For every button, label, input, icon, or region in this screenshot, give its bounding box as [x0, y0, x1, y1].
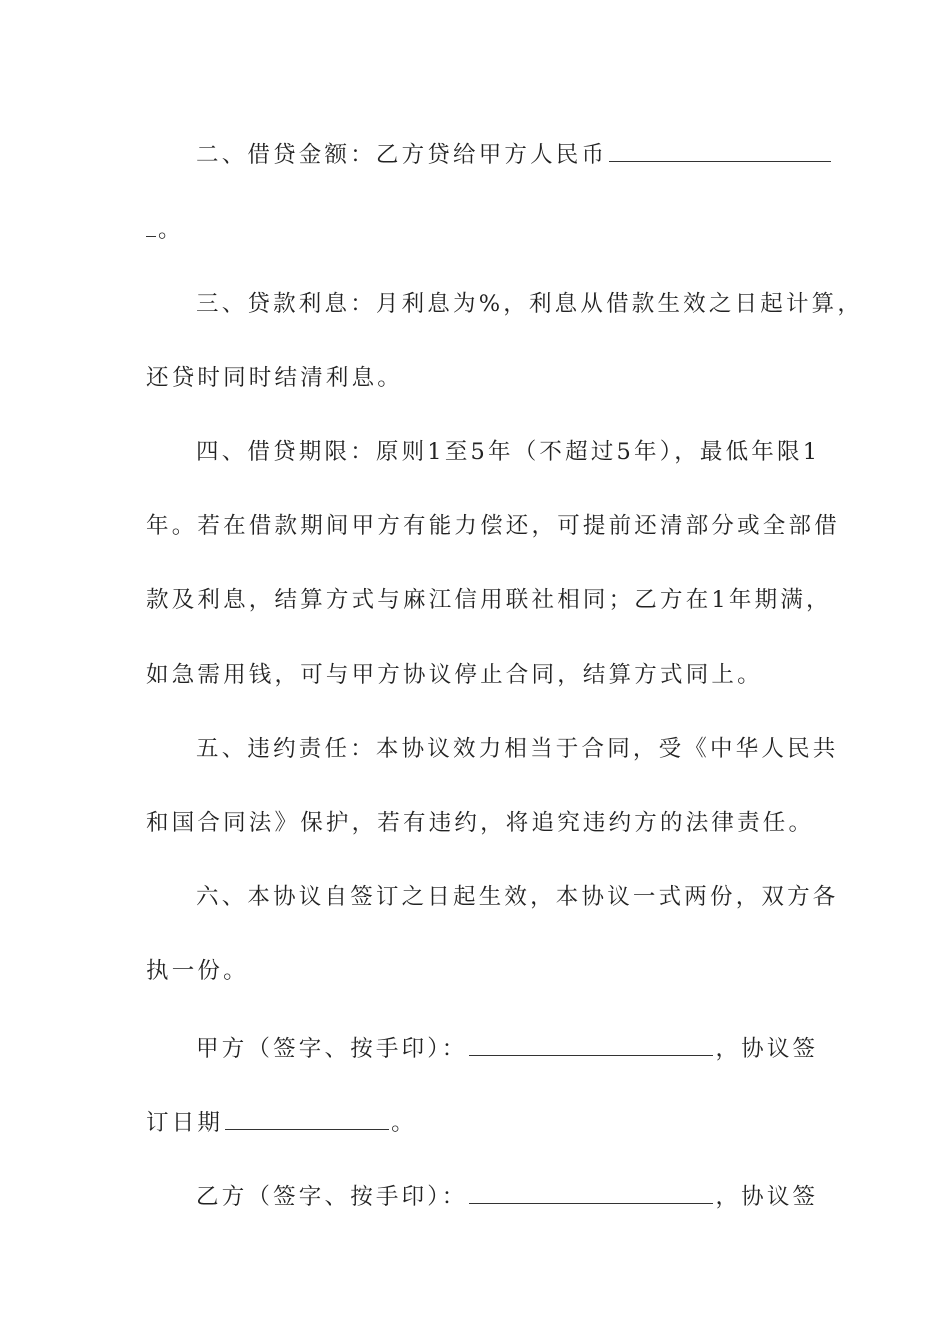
loan-amount-blank — [609, 139, 831, 162]
loan-amount-blank-cont — [146, 214, 156, 237]
party-b-date-prefix: ，协议签 — [715, 1184, 819, 1210]
clause-4-line-3: 款及利息，结算方式与麻江信用联社相同；乙方在1年期满， — [146, 587, 832, 613]
clause-6-line-1: 六、本协议自签订之日起生效，本协议一式两份，双方各 — [196, 884, 839, 910]
party-b-signature-blank — [469, 1181, 713, 1204]
party-b-signature-line — [196, 1177, 819, 1217]
clause-2-text: 二、借贷金额：乙方贷给甲方人民币 — [196, 142, 608, 168]
clause-2-line-2 — [146, 210, 806, 250]
party-a-signature-blank — [469, 1033, 713, 1056]
clause-6-line-2: 执一份。 — [146, 958, 249, 984]
party-a-label: 甲方（签字、按手印）： — [196, 1036, 468, 1062]
clause-4-line-1: 四、借贷期限：原则1至5年（不超过5年），最低年限1 — [196, 439, 821, 465]
clause-4-line-4: 如急需用钱，可与甲方协议停止合同，结算方式同上。 — [146, 662, 763, 688]
date-label-a: 订日期 — [146, 1110, 224, 1136]
date-end-a: 。 — [391, 1110, 417, 1136]
party-a-date-blank — [225, 1107, 389, 1130]
clause-3-line-1: 三、贷款利息：月利息为%，利息从借款生效之日起计算， — [196, 291, 864, 317]
clause-2-end: 。 — [158, 217, 184, 243]
clause-3-line-2: 还贷时同时结清利息。 — [146, 365, 404, 391]
clause-4-line-2: 年。若在借款期间甲方有能力偿还，可提前还清部分或全部借 — [146, 513, 840, 539]
party-a-signature-line — [196, 1029, 819, 1069]
party-b-label: 乙方（签字、按手印）： — [196, 1184, 468, 1210]
clause-5-line-1: 五、违约责任：本协议效力相当于合同，受《中华人民共 — [196, 736, 839, 762]
clause-2-line-1 — [196, 135, 806, 175]
party-a-date-line — [146, 1103, 806, 1143]
party-a-date-prefix: ，协议签 — [715, 1036, 819, 1062]
clause-5-line-2: 和国合同法》保护，若有违约，将追究违约方的法律责任。 — [146, 810, 815, 836]
